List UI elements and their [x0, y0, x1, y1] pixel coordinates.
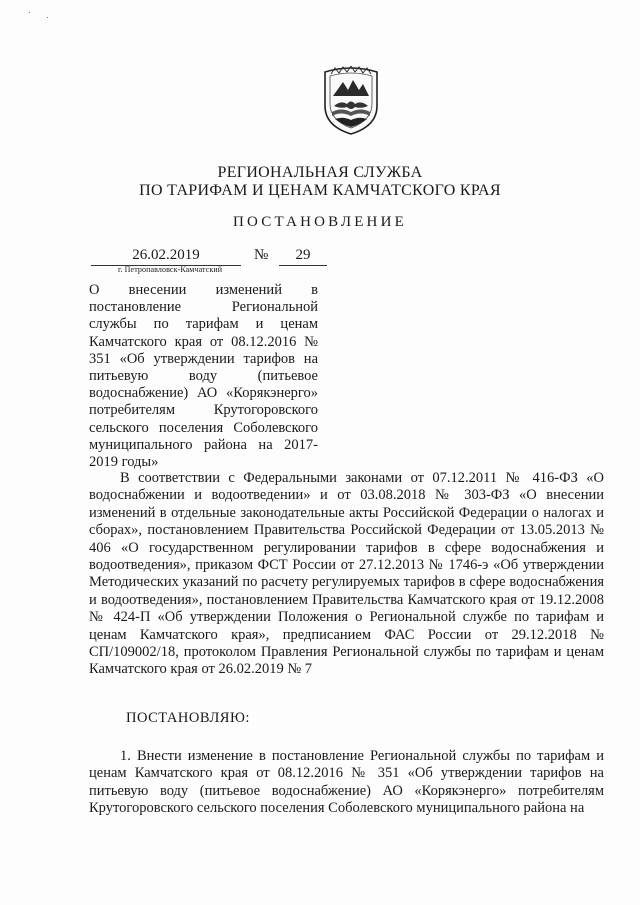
document-date: 26.02.2019 — [91, 245, 241, 266]
scan-speck — [29, 12, 30, 13]
document-number: 29 — [279, 245, 327, 266]
document-type-title: ПОСТАНОВЛЕНИЕ — [233, 214, 407, 230]
item-1-paragraph: 1. Внести изменение в постановление Региональной службы по тарифам и ценам Камчатского края от 08.12.2016 № 351 «Об утверждении тарифов на питьевую воду (питьевое водоснабжение) АО «Корякэнерго» потребителям Крутогоровского сельского поселения Соболевского муниципального района на — [89, 748, 604, 817]
scan-speck — [47, 17, 48, 18]
date-number-row — [91, 245, 327, 267]
org-title-line1: РЕГИОНАЛЬНАЯ СЛУЖБА — [217, 164, 423, 181]
document-subject: О внесении изменений в постановление Региональной службы по тарифам и ценам Камчатского края от 08.12.2016 № 351 «Об утверждении тарифов на питьевую воду (питьевое водоснабжение) АО «Корякэнерго» потребителям Крутогоровского сельского поселения Соболевского муниципального района на 2017-2019 годы» — [89, 282, 318, 471]
coat-of-arms-emblem — [321, 66, 381, 136]
org-title-line2: ПО ТАРИФАМ И ЦЕНАМ КАМЧАТСКОГО КРАЯ — [139, 182, 501, 199]
issue-city: г. Петропавловск-Камчатский — [118, 265, 223, 274]
decree-heading: ПОСТАНОВЛЯЮ: — [126, 710, 250, 726]
number-sign: № — [254, 247, 269, 263]
preamble-paragraph: В соответствии с Федеральными законами от 07.12.2011 № 416-ФЗ «О водоснабжении и водоотведении» и от 03.08.2018 № 303-ФЗ «О внесении изменений в отдельные законодательные акты Российской Федерации о налогах и сборах», постановлением Правительства Российской Федерации от 13.05.2013 № 406 «О государственном регулировании тарифов в сфере водоснабжения и водоотведения», приказом ФСТ России от 27.12.2013 № 1746-э «Об утверждении Методических указаний по расчету регулируемых тарифов в сфере водоснабжения и водоотведения», постановлением Правительства Камчатского края от 19.12.2008 № 424-П «Об утверждении Положения о Региональной службе по тарифам и ценам Камчатского края», предписанием ФАС России от 29.12.2018 № СП/109002/18, протоколом Правления Региональной службы по тарифам и ценам Камчатского края от 26.02.2019 № 7 — [89, 470, 604, 678]
